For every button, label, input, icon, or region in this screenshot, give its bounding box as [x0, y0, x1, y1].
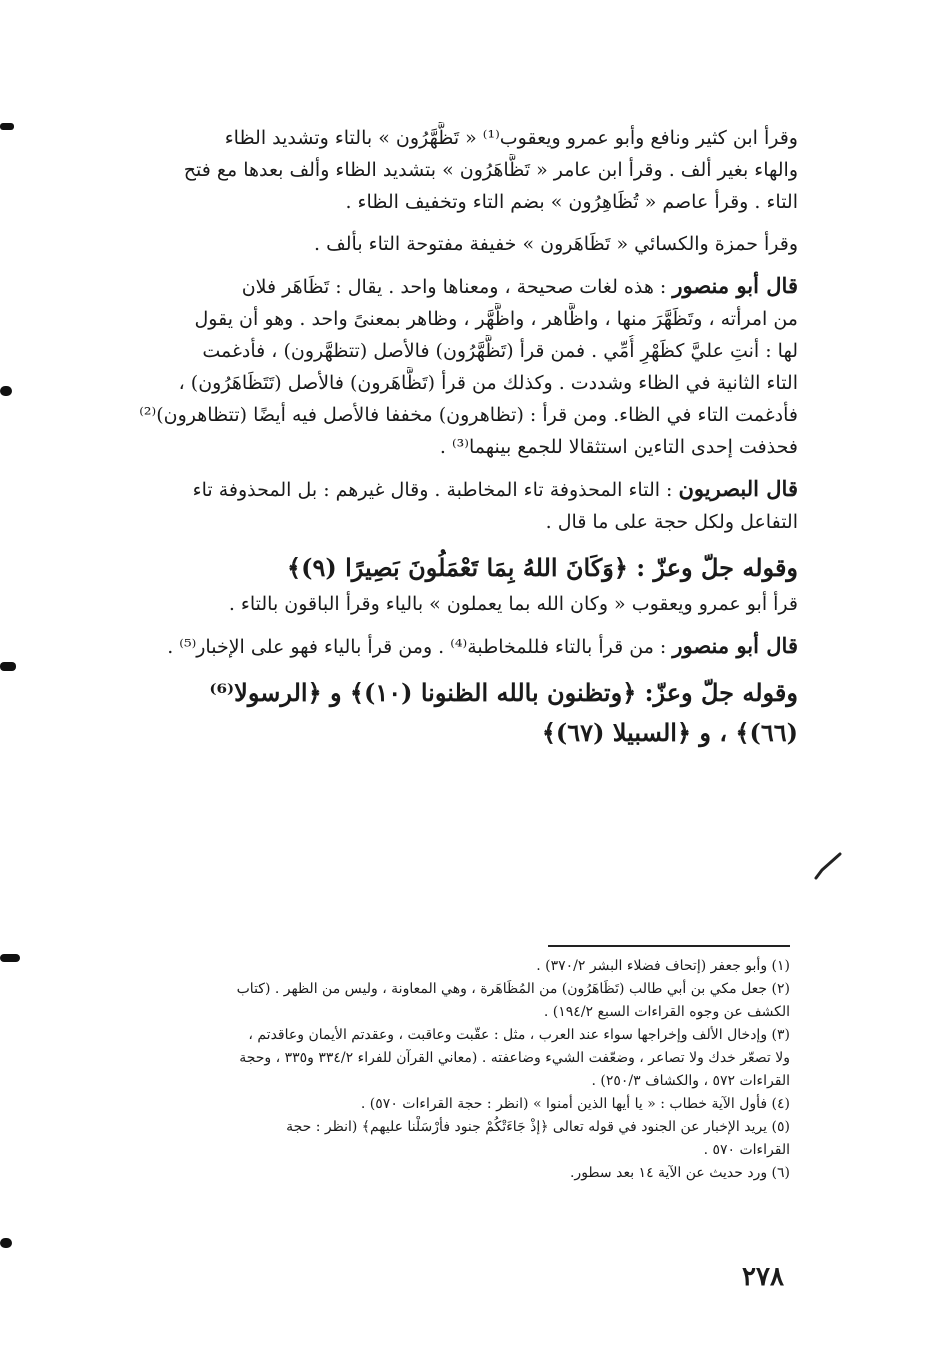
text-line: فحذفت إحدى التاءين استثقالا للجمع بينهما⁽³⁾ . [439, 436, 798, 458]
paragraph-1 [98, 122, 798, 218]
paragraph-4 [98, 473, 798, 538]
text-line [98, 630, 798, 663]
text-line: التاء الثانية في الظاء وشددت . وكذلك من قرأ (تَظَّاهَرون) فالأصل (تَتَظَاهَرُون) ، [178, 372, 798, 394]
quran-verse-2-cont: (٦٦)﴾ ، و ﴿السبيلا (٦٧)﴾ [541, 718, 798, 747]
text-line: وقرأ حمزة والكسائي « تَظَاهَرون » خفيفة مفتوحة التاء بألف . [314, 233, 798, 255]
footnote-divider [548, 945, 790, 947]
quran-verse-2: وقوله جلّ وعزّ: ﴿وتظنون بالله الظنونا (١٠)﴾ و ﴿الرسولا⁽⁶⁾ [209, 678, 798, 707]
text-line: التفاعل ولكل حجة على ما قال . [545, 511, 798, 533]
page-number: ٢٧٨ [742, 1262, 784, 1292]
footnote-line: القراءات ٥٧٢ ، والكشاف ٢٥٠/٣) . [591, 1073, 790, 1089]
text-line: والهاء بغير ألف . وقرأ ابن عامر « تَظَّاهَرُون » بتشديد الظاء وألف بعدها مع فتح [183, 159, 798, 181]
binding-mark [0, 1238, 12, 1248]
text-line: لها : أنتِ عليَّ كظَهْرِ أُمِّي . فمن قرأ (تَظَّهَّرُون) فالأصل (تتظهَّرون) ، فأدغمت [202, 340, 798, 362]
footnote-line: (٦) ورد حديث عن الآية ١٤ بعد سطور. [569, 1165, 790, 1181]
binding-mark [0, 386, 12, 396]
binding-mark [0, 662, 16, 671]
footnote-line: (٥) يريد الإخبار عن الجنود في قوله تعالى ﴿إذْ جَاءَتْكُمْ جنود فأرْسَلْنا عليهم﴾ (انظر : حجة [286, 1119, 790, 1135]
text-span: : هذه لغات صحيحة ، ومعناها واحد . يقال : تَظَاهَر فلان [241, 276, 673, 298]
paragraph-6 [98, 630, 798, 663]
footnote-line: القراءات ٥٧٠ . [703, 1142, 790, 1158]
binding-mark [0, 123, 14, 130]
main-text [98, 122, 798, 753]
quran-verse-1: وقوله جلّ وعزّ : ﴿وَكَانَ اللهُ بِمَا تَعْمَلُونَ بَصِيرًا (٩)﴾ [287, 553, 798, 582]
footnote-line: (٤) فأول الآية خطاب : « يا أيها الذين أمنوا » (انظر : حجة القراءات ٥٧٠) . [360, 1096, 790, 1112]
footnote-line: ولا تصعّر خدك ولا تصاعر ، وضعّفت الشيء وضاعفته . (معاني القرآن للفراء ٣٣٤/٢ و٣٣٥ ، وحجة [239, 1050, 790, 1066]
text-line: فأدغمت التاء في الظاء. ومن قرأ : (تظاهرون) مخففا فالأصل فيه أيضًا (تتظاهرون)⁽²⁾ [139, 404, 798, 426]
speaker-label: قال أبو منصور [672, 633, 798, 658]
footnote-line: (١) وأبو جعفر (إتحاف فضلاء البشر ٣٧٠/٢) . [536, 958, 790, 974]
text-span: : من قرأ بالتاء فللمخاطبة⁽⁴⁾ . ومن قرأ بالياء فهو على الإخبار⁽⁵⁾ . [167, 636, 673, 658]
footnote-line: الكشف عن وجوه القراءات السبع ١٩٤/٢) . [543, 1004, 790, 1020]
text-line: من امرأته ، وتَظَهَّرَ منها ، واظَّاهر ، واظَّهَّر ، وظاهر بمعنىً واحد . وهو أن يقول [194, 308, 798, 330]
text-line: قرأ أبو عمرو ويعقوب « وكان الله بما يعملون » بالياء وقرأ الباقون بالتاء . [228, 593, 798, 615]
speaker-label: قال أبو منصور [672, 273, 798, 298]
footnotes [98, 955, 790, 1185]
text-line [98, 473, 798, 506]
speaker-label: قال البصريون [678, 476, 798, 501]
footnote-line: (٣) وإدخال الألف وإخراجها سواء عند العرب ، مثل : عقّبت وعاقبت ، وعقدتم الأيمان وعاقدتم ، [248, 1027, 790, 1043]
text-line [98, 270, 798, 303]
footnote-line: (٢) جعل مكي بن أبي طالب (تَظَاهَرُون) من المُظَاهَرة ، وهي المعاونة ، وليس من الظهر . (كتاب [236, 981, 790, 997]
paragraph-2 [98, 228, 798, 260]
binding-mark [0, 954, 20, 962]
paragraph-3 [98, 270, 798, 463]
paragraph-5 [98, 588, 798, 620]
text-line: وقرأ ابن كثير ونافع وأبو عمرو ويعقوب⁽¹⁾ « تَظَّهَّرُون » بالتاء وتشديد الظاء [224, 127, 798, 149]
text-line: التاء . وقرأ عاصم « تُظَاهِرُون » بضم التاء وتخفيف الظاء . [345, 191, 798, 213]
pencil-tick-mark [812, 852, 844, 880]
text-span: : التاء المحذوفة تاء المخاطبة . وقال غيرهم : بل المحذوفة تاء [192, 479, 679, 501]
